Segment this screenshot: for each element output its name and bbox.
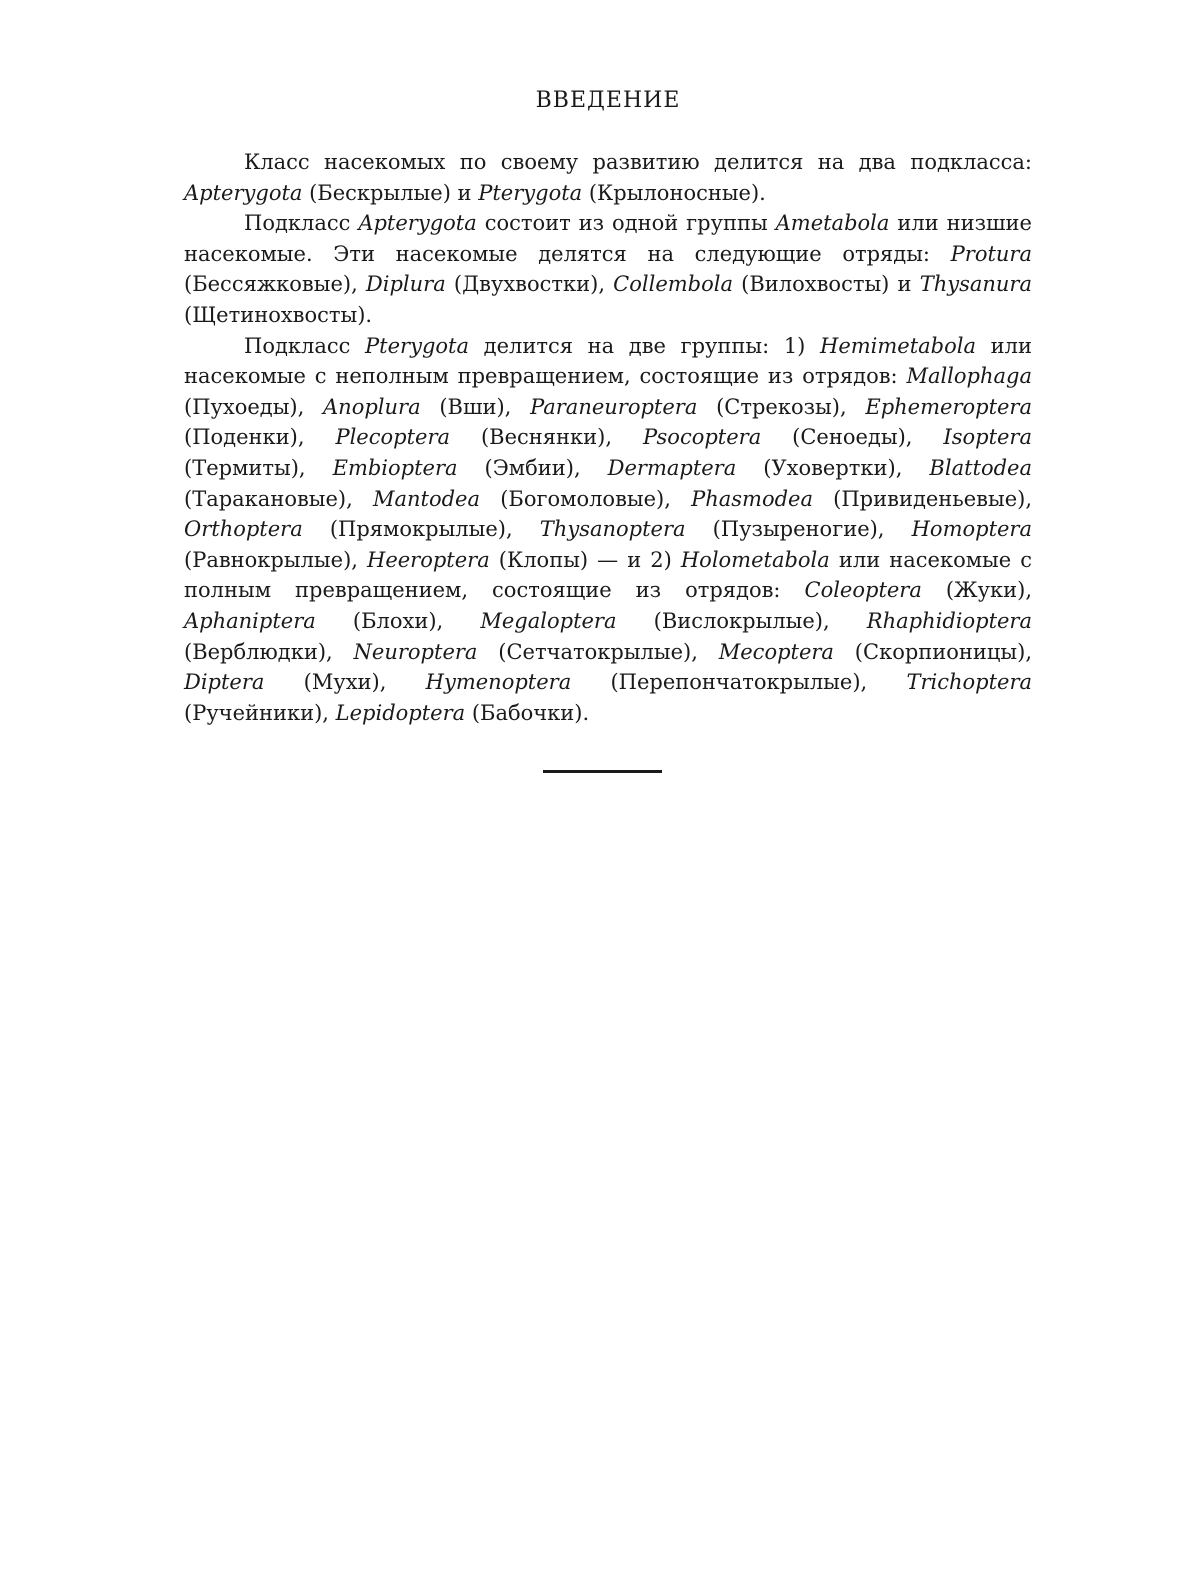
text-run: (Прямокрылые), (302, 517, 540, 542)
paragraph-apterygota (184, 208, 1032, 330)
taxon-name: Embioptera (332, 455, 458, 480)
taxon-name: Homoptera (911, 517, 1032, 542)
text-run: (Двухвостки), (445, 272, 614, 297)
taxon-name: Phasmodea (691, 486, 813, 511)
text-run: (Равнокрылые), (184, 547, 367, 572)
taxon-name: Dermaptera (607, 455, 737, 480)
text-run: (Скорпионицы), (833, 639, 1032, 664)
text-run: (Веснянки), (450, 425, 643, 450)
taxon-name: Holometabola (680, 547, 830, 572)
taxon-name: Hemimetabola (820, 333, 977, 358)
text-run: (Мухи), (264, 670, 426, 695)
taxon-name: Lepidoptera (335, 700, 466, 725)
text-run: (Верблюдки), (184, 639, 354, 664)
taxon-name: Ametabola (775, 211, 890, 236)
text-run: состоит из одной группы (476, 211, 776, 236)
text-run: (Сеноеды), (761, 425, 944, 450)
taxon-name: Mallophaga (906, 364, 1032, 389)
text-run: (Бескрылые) и (302, 180, 479, 205)
paragraph-subclasses (184, 147, 1032, 208)
text-run: (Пухоеды), (184, 394, 324, 419)
paragraph-pterygota (184, 331, 1032, 729)
page-body (184, 88, 1032, 728)
text-run: (Вши), (420, 394, 531, 419)
text-run: или насекомые с полным превращением, состоящие из отрядов: (184, 547, 1033, 603)
taxon-name: Orthoptera (184, 517, 303, 542)
text-run: (Крылоносные). (582, 180, 766, 205)
text-run: (Вислокрылые), (616, 608, 867, 633)
taxon-name: Thysanoptera (539, 517, 686, 542)
taxon-name: Isoptera (943, 425, 1032, 450)
taxon-name: Paraneuroptera (530, 394, 698, 419)
text-run: (Перепончатокрылые), (571, 670, 907, 695)
text-run: (Клопы) — и 2) (489, 547, 681, 572)
text-run: (Пузыреногие), (685, 517, 912, 542)
text-run: Подкласс (244, 333, 366, 358)
taxon-name: Collembola (613, 272, 733, 297)
taxon-name: Apterygota (358, 211, 477, 236)
text-run: или насекомые с неполным превращением, состоящие из отрядов: (184, 333, 1032, 389)
taxon-name: Plecoptera (335, 425, 450, 450)
text-run: (Уховертки), (736, 455, 930, 480)
taxon-name: Psocoptera (642, 425, 762, 450)
taxon-name: Aphaniptera (184, 608, 316, 633)
text-run: (Термиты), (184, 455, 333, 480)
section-end-rule (543, 770, 662, 773)
text-run: (Блохи), (315, 608, 481, 633)
text-run: (Жуки), (921, 578, 1032, 603)
taxon-name: Coleoptera (804, 578, 922, 603)
text-run: (Привиденьевые), (813, 486, 1032, 511)
taxon-name: Protura (950, 241, 1032, 266)
taxon-name: Megaloptera (480, 608, 617, 633)
taxon-name: Apterygota (184, 180, 303, 205)
taxon-name: Ephemeroptera (865, 394, 1032, 419)
taxon-name: Neuroptera (353, 639, 478, 664)
taxon-name: Blattodea (929, 455, 1033, 480)
text-run: (Ручейники), (184, 700, 336, 725)
taxon-name: Mecoptera (718, 639, 834, 664)
taxon-name: Trichoptera (906, 670, 1032, 695)
text-run: (Эмбии), (457, 455, 608, 480)
text-run: (Поденки), (184, 425, 336, 450)
taxon-name: Hymenoptera (425, 670, 572, 695)
text-run: (Щетинохвосты). (184, 302, 373, 327)
taxon-name: Mantodea (372, 486, 481, 511)
text-run: Подкласс (244, 211, 359, 236)
text-run: (Сетчатокрылые), (477, 639, 719, 664)
taxon-name: Pterygota (365, 333, 469, 358)
text-run: (Бессяжковые), (184, 272, 366, 297)
taxon-name: Heeroptera (367, 547, 490, 572)
text-run: (Вилохвосты) и (732, 272, 920, 297)
taxon-name: Thysanura (919, 272, 1032, 297)
taxon-name: Diptera (184, 670, 265, 695)
taxon-name: Diplura (365, 272, 446, 297)
taxon-name: Pterygota (478, 180, 583, 205)
text-run: (Таракановые), (184, 486, 373, 511)
taxon-name: Anoplura (323, 394, 421, 419)
text-run: (Бабочки). (465, 700, 590, 725)
taxon-name: Rhaphidioptera (866, 608, 1032, 633)
text-run: делится на две группы: 1) (469, 333, 821, 358)
text-run: (Богомоловые), (480, 486, 692, 511)
text-run: или низшие насекомые. Эти насекомые делятся на следующие отряды: (184, 211, 1032, 266)
page-title: ВВЕДЕНИЕ (535, 88, 681, 113)
text-run: (Стрекозы), (697, 394, 866, 419)
text-run: Класс насекомых по своему развитию делится на два подкласса: (244, 150, 1032, 174)
